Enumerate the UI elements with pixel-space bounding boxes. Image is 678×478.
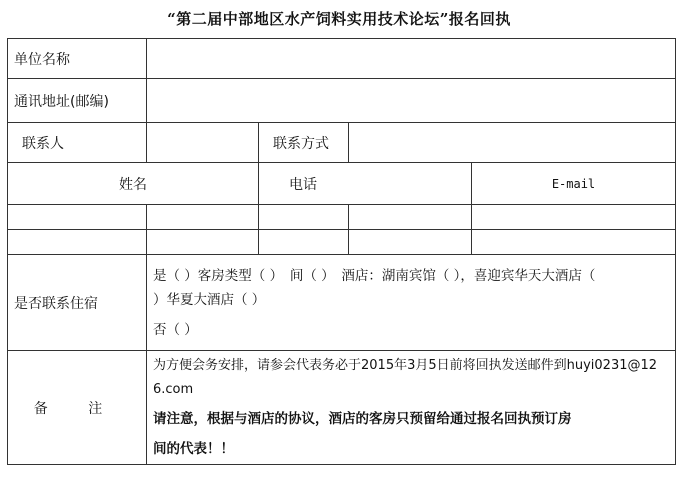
remarks-cell — [147, 351, 676, 465]
attendee-phone-cell[interactable] — [349, 205, 472, 230]
accommodation-label: 是否联系住宿 — [8, 255, 147, 351]
page-title: “第二届中部地区水产饲料实用技术论坛”报名回执 — [167, 10, 511, 28]
attendee-phone-cell[interactable] — [349, 230, 472, 255]
accommodation-no-option: 否（ ） — [153, 321, 198, 338]
attendee-row — [8, 230, 676, 255]
address-row — [8, 79, 676, 123]
accommodation-option-line: ）华夏大酒店（ ） — [153, 291, 266, 308]
remarks-row — [8, 351, 676, 465]
contact-method-input-cell[interactable] — [349, 123, 676, 163]
remarks-warning-line: 间的代表！！ — [153, 440, 234, 457]
attendee-name-cell[interactable] — [147, 205, 259, 230]
unit-row — [8, 39, 676, 79]
name-header: 姓名 — [8, 163, 259, 205]
remarks-label-text: 备 注 — [33, 400, 121, 417]
accommodation-row — [8, 255, 676, 351]
email-header: E-mail — [472, 163, 676, 205]
attendee-row — [8, 205, 676, 230]
address-label: 通讯地址(邮编) — [8, 79, 147, 123]
unit-input-cell[interactable] — [147, 39, 676, 79]
attendee-email-cell[interactable] — [472, 230, 676, 255]
remarks-line: 6.com — [153, 381, 194, 397]
attendee-header-row — [8, 163, 676, 205]
remarks-warning-line: 请注意，根据与酒店的协议，酒店的客房只预留给通过报名回执预订房 — [153, 410, 572, 427]
attendee-name-cell[interactable] — [147, 230, 259, 255]
attendee-phone-cell[interactable] — [259, 205, 349, 230]
attendee-name-cell[interactable] — [8, 205, 147, 230]
contact-method-label: 联系方式 — [259, 123, 349, 163]
contact-person-input-cell[interactable] — [147, 123, 259, 163]
registration-form-table — [7, 38, 676, 465]
attendee-email-cell[interactable] — [472, 205, 676, 230]
attendee-name-cell[interactable] — [8, 230, 147, 255]
contact-row — [8, 123, 676, 163]
accommodation-options-cell[interactable] — [147, 255, 676, 351]
remarks-line: 为方便会务安排，请参会代表务必于2015年3月5日前将回执发送邮件到huyi0231@12 — [153, 357, 658, 373]
contact-person-label: 联系人 — [8, 123, 147, 163]
unit-label: 单位名称 — [8, 39, 147, 79]
attendee-phone-cell[interactable] — [259, 230, 349, 255]
accommodation-option-line: 是（ ）客房类型（ ） 间（ ） 酒店：湖南宾馆（ ），喜迎宾华天大酒店（ — [153, 267, 596, 284]
remarks-label — [8, 351, 147, 465]
phone-header: 电话 — [259, 163, 472, 205]
address-input-cell[interactable] — [147, 79, 676, 123]
